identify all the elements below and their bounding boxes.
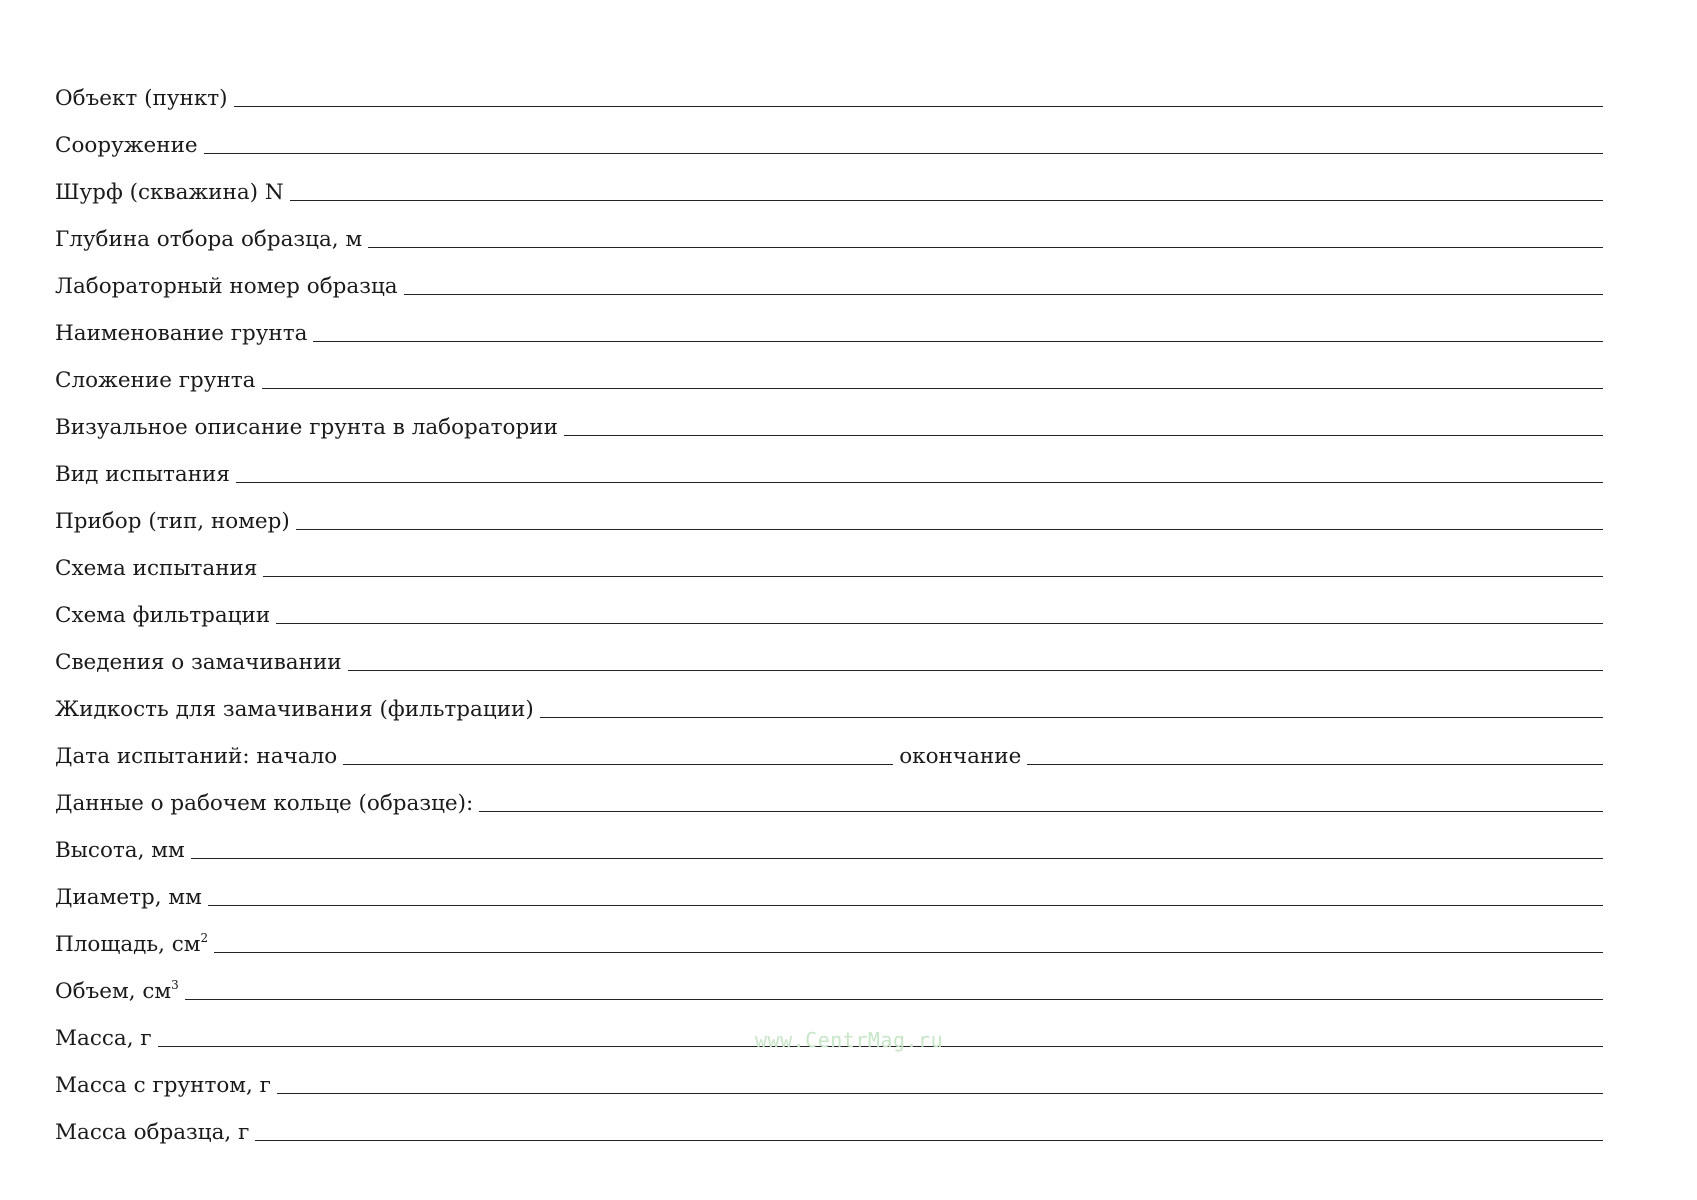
fill-line[interactable]	[348, 670, 1603, 671]
fill-line[interactable]	[540, 717, 1603, 718]
field-soil-composition	[55, 344, 1603, 391]
volume-label-text: Объем, см	[55, 978, 172, 1004]
field-label	[55, 977, 185, 1004]
fill-line[interactable]	[234, 106, 1603, 107]
date-end-line[interactable]	[1027, 764, 1603, 765]
field-visual-description	[55, 391, 1603, 438]
fill-line[interactable]	[276, 623, 1603, 624]
fill-line[interactable]	[255, 1140, 1603, 1141]
field-label: Диаметр, мм	[55, 884, 202, 910]
field-soaking-liquid	[55, 673, 1603, 720]
field-label	[55, 930, 214, 957]
field-label: Лабораторный номер образца	[55, 273, 398, 299]
fill-line[interactable]	[479, 811, 1603, 812]
field-test-scheme	[55, 532, 1603, 579]
field-mass-with-soil	[55, 1049, 1603, 1096]
fill-line[interactable]	[368, 247, 1603, 248]
field-lab-number	[55, 250, 1603, 297]
fill-line[interactable]	[191, 858, 1603, 859]
field-soaking-info	[55, 626, 1603, 673]
field-label: Жидкость для замачивания (фильтрации)	[55, 696, 534, 722]
fill-line[interactable]	[296, 529, 1603, 530]
field-device	[55, 485, 1603, 532]
date-start-line[interactable]	[343, 764, 893, 765]
fill-line[interactable]	[290, 200, 1603, 201]
fill-line[interactable]	[185, 999, 1603, 1000]
field-label: Масса с грунтом, г	[55, 1072, 271, 1098]
field-label: Прибор (тип, номер)	[55, 508, 290, 534]
field-sampling-depth	[55, 203, 1603, 250]
field-label: Сведения о замачивании	[55, 649, 342, 675]
volume-superscript: 3	[171, 977, 179, 992]
field-object	[55, 62, 1603, 109]
fill-line[interactable]	[277, 1093, 1603, 1094]
field-label: Вид испытания	[55, 461, 230, 487]
date-start-label: Дата испытаний: начало	[55, 743, 338, 769]
field-sample-mass	[55, 1096, 1603, 1143]
field-height	[55, 814, 1603, 861]
field-label: Сложение грунта	[55, 367, 256, 393]
field-label: Шурф (скважина) N	[55, 179, 284, 205]
field-label: Наименование грунта	[55, 320, 308, 346]
field-label: Глубина отбора образца, м	[55, 226, 363, 252]
field-label: Схема испытания	[55, 555, 258, 581]
field-label: Масса, г	[55, 1025, 152, 1051]
field-label: Сооружение	[55, 132, 198, 158]
fill-line[interactable]	[404, 294, 1603, 295]
field-structure	[55, 109, 1603, 156]
fill-line[interactable]	[263, 576, 1603, 577]
field-label: Высота, мм	[55, 837, 185, 863]
watermark: www.CentrMag.ru	[755, 1028, 944, 1052]
soil-test-form	[55, 62, 1603, 1143]
field-soil-name	[55, 297, 1603, 344]
field-pit-number	[55, 156, 1603, 203]
fill-line[interactable]	[208, 905, 1603, 906]
field-label: Объект (пункт)	[55, 85, 228, 111]
field-filtration-scheme	[55, 579, 1603, 626]
field-test-dates	[55, 720, 1603, 767]
field-volume	[55, 955, 1603, 1002]
fill-line[interactable]	[236, 482, 1603, 483]
field-ring-data	[55, 767, 1603, 814]
area-label-text: Площадь, см	[55, 931, 201, 957]
field-label: Масса образца, г	[55, 1119, 250, 1145]
area-superscript: 2	[200, 930, 209, 945]
fill-line[interactable]	[313, 341, 1603, 342]
field-test-type	[55, 438, 1603, 485]
field-area	[55, 908, 1603, 955]
field-label: Визуальное описание грунта в лаборатории	[55, 414, 558, 440]
fill-line[interactable]	[204, 153, 1603, 154]
fill-line[interactable]	[564, 435, 1603, 436]
field-label: Схема фильтрации	[55, 602, 271, 628]
field-label: Данные о рабочем кольце (образце):	[55, 790, 474, 816]
field-diameter	[55, 861, 1603, 908]
fill-line[interactable]	[262, 388, 1604, 389]
fill-line[interactable]	[214, 952, 1603, 953]
date-end-label: окончание	[899, 743, 1022, 769]
